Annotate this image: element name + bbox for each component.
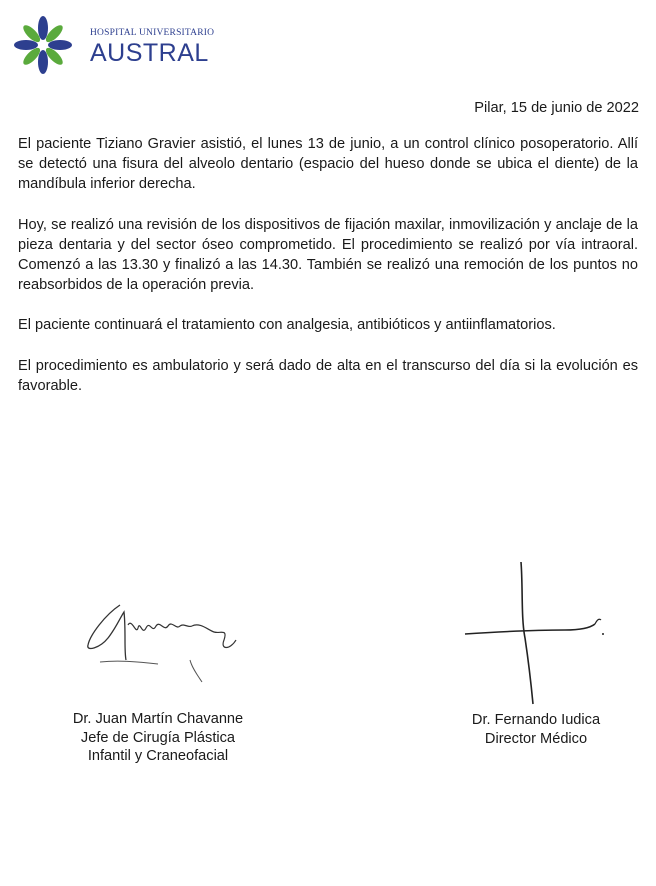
paragraph: El paciente Tiziano Gravier asistió, el lunes 13 de junio, a un control clínico posoperatorio. Allí se detectó una fisura del alveolo dentario (espacio del hueso donde se ubica el diente) de la mandíbula inferior derecha. [18,136,638,193]
document-body [18,134,638,416]
logo-subtitle: HOSPITAL UNIVERSITARIO [90,28,215,38]
paragraph: El procedimiento es ambulatorio y será dado de alta en el transcurso del día si la evolución es favorable. [18,357,638,394]
signer-right [436,711,636,748]
signer-left-title-2: Infantil y Craneofacial [87,748,229,764]
signer-right-title: Director Médico [484,730,588,747]
document-date: Pilar, 15 de junio de 2022 [474,100,639,116]
signer-right-name: Dr. Fernando Iudica [471,712,601,728]
paragraph: Hoy, se realizó una revisión de los dispositivos de fijación maxilar, inmovilización y anclaje de la pieza dentaria y del sector óseo comprometido. El procedimiento se realizó por vía intraoral. Comenzó a las 13.30 y finalizó a las 14.30. También se realizó una remoción de los puntos no reabsorbidos de la operación previa. [18,216,638,294]
hospital-logo [12,14,222,76]
signature-left-image [80,590,240,685]
logo-title: AUSTRAL [90,39,209,67]
paragraph: El paciente continuará el tratamiento con analgesia, antibióticos y antiinflamatorios. [18,317,556,334]
signer-left [38,710,278,766]
signer-left-name: Dr. Juan Martín Chavanne [72,711,244,727]
signature-right-image [455,558,615,706]
flower-logo-icon [12,14,74,76]
signer-left-title: Jefe de Cirugía Plástica [80,729,236,746]
